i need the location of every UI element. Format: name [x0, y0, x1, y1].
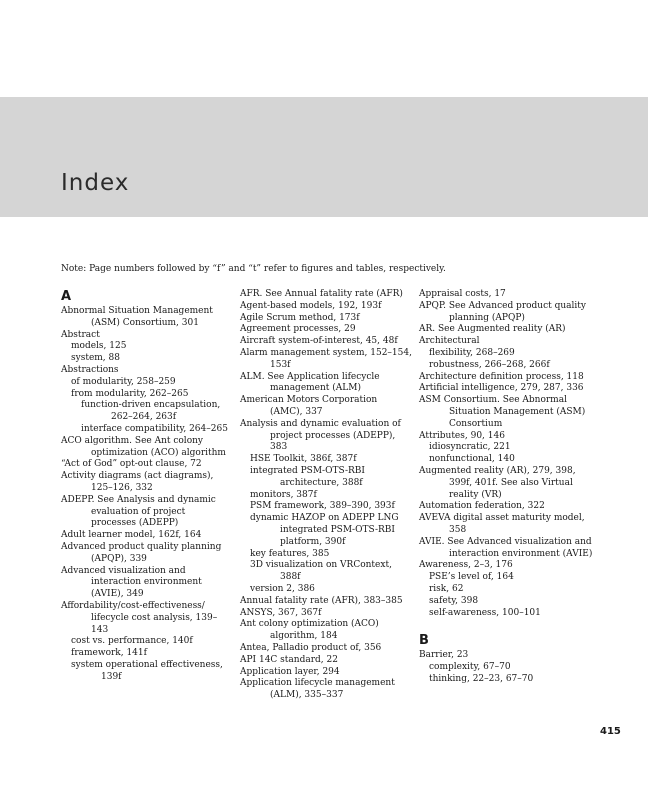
index-subentry: HSE Toolkit, 386f, 387f — [250, 454, 357, 465]
index-entry: Application lifecycle management (ALM), 335–337 — [240, 678, 395, 701]
index-subentry: 3D visualization on VRContext, 388f — [250, 560, 392, 583]
index-entry: APQP. See Advanced product quality planning (APQP) — [419, 300, 587, 323]
index-entry: Agreement processes, 29 — [240, 324, 356, 335]
index-entry: AFR. See Annual fatality rate (AFR) — [240, 289, 403, 299]
index-entry: ACO algorithm. See Ant colony optimization (ACO) algorithm — [61, 435, 226, 458]
index-entry: “Act of God” opt-out clause, 72 — [61, 459, 202, 470]
index-subentry: integrated PSM-OTS-RBI architecture, 388f — [250, 465, 365, 488]
index-entry: American Motors Corporation (AMC), 337 — [240, 395, 378, 417]
index-entry: Affordability/cost-effectiveness/ lifecycle cost analysis, 139–143 — [61, 600, 218, 635]
index-entry: Ant colony optimization (ACO) algorithm, 184 — [240, 619, 379, 642]
index-subentry: dynamic HAZOP on ADEPP LNG integrated PSM-OTS-RBI platform, 390f — [250, 513, 399, 547]
index-column-3 — [419, 289, 599, 686]
index-entry: Agile Scrum method, 173f — [240, 312, 360, 323]
index-entry: ANSYS, 367, 367f — [240, 607, 322, 618]
index-subentry: risk, 62 — [429, 583, 464, 594]
page-number: 415 — [600, 726, 621, 737]
index-entry: Analysis and dynamic evaluation of project processes (ADEPP), 383 — [240, 418, 401, 453]
index-subentry: system operational effectiveness, 139f — [71, 659, 223, 682]
index-entry: Abnormal Situation Management (ASM) Consortium, 301 — [61, 306, 213, 328]
title-band — [0, 97, 648, 217]
index-entry: ADEPP. See Analysis and dynamic evaluation of project processes (ADEPP) — [61, 494, 216, 529]
index-subentry: interface compatibility, 264–265 — [81, 423, 228, 434]
page-title: Index — [61, 170, 130, 196]
index-entry: Antea, Palladio product of, 356 — [240, 642, 382, 653]
section-letter: B — [419, 633, 429, 649]
index-entry: Agent-based models, 192, 193f — [240, 300, 382, 311]
index-subentry: nonfunctional, 140 — [429, 454, 515, 465]
index-subentry: system, 88 — [71, 353, 120, 364]
index-subentry: function-driven encapsulation, 262–264, 263f — [81, 400, 221, 423]
index-entry: Abstract — [61, 329, 100, 340]
index-entry: Barrier, 23 — [419, 650, 469, 661]
index-entry: AR. See Augmented reality (AR) — [419, 324, 566, 335]
index-entry: Awareness, 2–3, 176 — [419, 560, 513, 571]
section-letter: A — [61, 289, 72, 304]
index-entry: Architecture definition process, 118 — [419, 371, 584, 382]
index-subentry: of modularity, 258–259 — [71, 376, 176, 387]
index-subentry: self-awareness, 100–101 — [429, 607, 541, 618]
index-entry: AVEVA digital asset maturity model, 358 — [419, 513, 585, 535]
index-subentry: from modularity, 262–265 — [71, 388, 189, 399]
index-subentry: monitors, 387f — [250, 489, 317, 500]
index-entry: Artificial intelligence, 279, 287, 336 — [419, 383, 584, 394]
index-subentry: cost vs. performance, 140f — [71, 636, 193, 647]
index-entry: Adult learner model, 162f, 164 — [61, 530, 202, 541]
index-entry: Augmented reality (AR), 279, 398, 399f, 401f. See also Virtual reality (VR) — [419, 465, 576, 500]
index-subentry: PSE’s level of, 164 — [429, 572, 514, 583]
index-column-1 — [61, 289, 231, 684]
index-entry: Architectural — [419, 336, 480, 347]
index-subentry: safety, 398 — [429, 595, 479, 606]
index-subentry: version 2, 386 — [250, 583, 315, 594]
index-entry: ASM Consortium. See Abnormal Situation Management (ASM) Consortium — [419, 395, 586, 429]
index-subentry: complexity, 67–70 — [429, 662, 511, 673]
index-subentry: flexibility, 268–269 — [429, 347, 515, 358]
index-subentry: key features, 385 — [250, 548, 330, 559]
index-subentry: robustness, 266–268, 266f — [429, 359, 550, 370]
index-entry: Attributes, 90, 146 — [419, 430, 505, 441]
index-column-2 — [240, 289, 412, 702]
index-subentry: framework, 141f — [71, 648, 147, 659]
index-entry: Advanced product quality planning (APQP), 339 — [61, 541, 222, 564]
index-entry: Activity diagrams (act diagrams), 125–126, 332 — [61, 471, 214, 493]
index-entry: Abstractions — [61, 364, 119, 375]
index-entry: Aircraft system-of-interest, 45, 48f — [240, 336, 398, 347]
index-subentry: thinking, 22–23, 67–70 — [429, 673, 534, 684]
index-subentry: PSM framework, 389–390, 393f — [250, 501, 395, 512]
index-subentry: idiosyncratic, 221 — [429, 442, 511, 453]
index-entry: Advanced visualization and interaction environment (AVIE), 349 — [61, 565, 202, 600]
index-entry: Alarm management system, 152–154, 153f — [240, 347, 412, 370]
index-entry: Appraisal costs, 17 — [419, 289, 506, 299]
index-entry: ALM. See Application lifecycle management (ALM) — [240, 371, 380, 394]
index-entry: Application layer, 294 — [240, 666, 340, 677]
index-entry: AVIE. See Advanced visualization and interaction environment (AVIE) — [419, 536, 593, 559]
index-entry: Annual fatality rate (AFR), 383–385 — [240, 595, 403, 606]
index-subentry: models, 125 — [71, 341, 127, 352]
index-entry: API 14C standard, 22 — [240, 654, 338, 665]
index-note: Note: Page numbers followed by “f” and “t” refer to figures and tables, respectively. — [61, 264, 446, 274]
index-entry: Automation federation, 322 — [419, 501, 545, 512]
